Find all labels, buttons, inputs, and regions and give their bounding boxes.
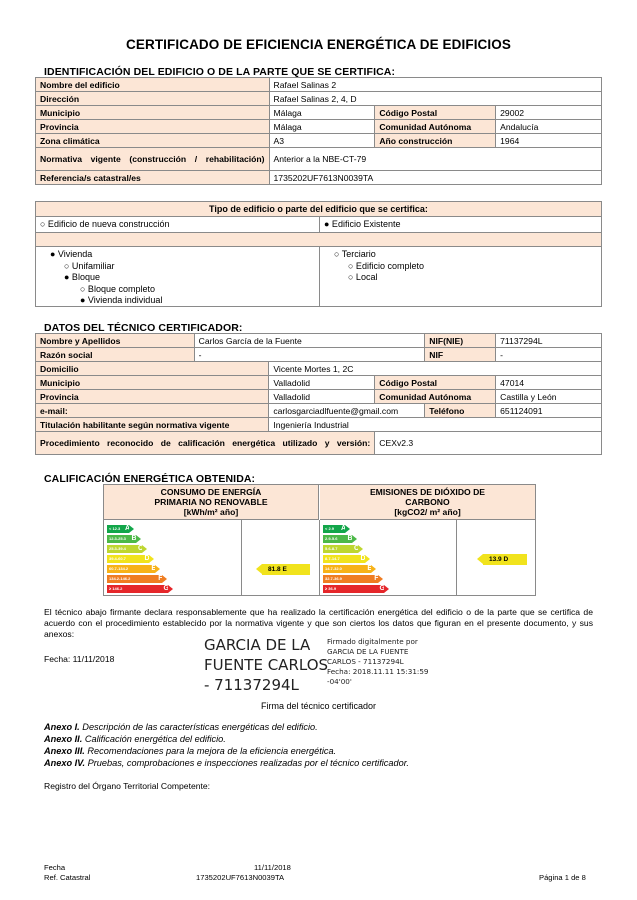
- technician-heading: DATOS DEL TÉCNICO CERTIFICADOR:: [44, 322, 243, 334]
- emissions-letter: E: [367, 565, 372, 572]
- consumption-title-2: PRIMARIA NO RENOVABLE: [154, 497, 268, 507]
- emissions-letter: D: [360, 555, 366, 562]
- emissions-letter: G: [379, 585, 385, 592]
- emissions-scale: [323, 525, 453, 595]
- label: Nombre y Apellidos: [36, 334, 195, 348]
- footer-date-label: Fecha: [44, 863, 66, 872]
- technician-address: Vicente Mortes 1, 2C: [269, 362, 602, 376]
- emissions-bar-tip: [384, 585, 389, 593]
- emissions-bar-tip: [371, 565, 376, 573]
- consumption-range-label: 134.2-146.2: [109, 576, 131, 581]
- label: Provincia: [36, 120, 270, 134]
- annex-list: [44, 721, 409, 769]
- climate-zone: A3: [269, 134, 375, 148]
- vivienda-individual-option: ● Vivienda individual: [80, 295, 163, 305]
- emissions-letter: A: [340, 525, 346, 532]
- consumption-bar-tip: [162, 575, 167, 583]
- label: Dirección: [36, 92, 270, 106]
- label: Municipio: [36, 106, 270, 120]
- unifamiliar-option: ○ Unifamiliar: [64, 260, 115, 271]
- vivienda-option: ● Vivienda: [50, 249, 93, 259]
- company-name: -: [194, 348, 425, 362]
- consumption-bar-tip: [142, 545, 147, 553]
- signature-caption: Firma del técnico certificador: [260, 701, 377, 711]
- label: Normativa vigente (construcción / rehabilitación): [36, 148, 270, 171]
- signature-detail-3: CARLOS - 71137294L: [327, 657, 404, 666]
- signature-date: Fecha: 11/11/2018: [44, 654, 115, 664]
- annex-label: Anexo IV.: [44, 758, 86, 768]
- building-postal-code: 29002: [496, 106, 602, 120]
- consumption-bar-g: [107, 585, 168, 593]
- emissions-unit: [kgCO2/ m² año]: [394, 507, 461, 517]
- label: e-mail:: [36, 404, 269, 418]
- label: NIF(NIE): [425, 334, 496, 348]
- consumption-range-label: 25.3-39.4: [109, 546, 126, 551]
- technician-postal-code: 47014: [496, 376, 602, 390]
- consumption-letter: A: [124, 525, 130, 532]
- emissions-bar-tip: [358, 545, 363, 553]
- emissions-bar-f: [323, 575, 378, 583]
- emissions-letter: C: [353, 545, 359, 552]
- emissions-letter: F: [374, 575, 379, 582]
- footer-ref: 1735202UF7613N0039TA: [196, 873, 285, 882]
- annex-text: Calificación energética del edificio.: [82, 734, 226, 744]
- signature-detail-1: Firmado digitalmente por: [327, 637, 418, 646]
- label: Razón social: [36, 348, 195, 362]
- edificio-completo-option: ○ Edificio completo: [348, 260, 424, 271]
- consumption-unit: [kWh/m² año]: [183, 507, 239, 517]
- energy-rating-box: [103, 484, 536, 596]
- annex-item: [44, 757, 409, 769]
- emissions-range-label: 8.7-14.7: [325, 556, 340, 561]
- label: Teléfono: [425, 404, 496, 418]
- consumption-range-label: 60.7-134.2: [109, 566, 129, 571]
- emissions-bar-tip: [378, 575, 383, 583]
- regulation: Anterior a la NBE-CT-79: [269, 148, 601, 171]
- label: Comunidad Autónoma: [375, 120, 496, 134]
- emissions-bar-c: [323, 545, 358, 553]
- consumption-header: [104, 485, 319, 520]
- consumption-title-1: CONSUMO DE ENERGÍA: [160, 487, 262, 497]
- signature-detail-2: GARCIA DE LA FUENTE: [327, 647, 409, 656]
- technician-email: carlosgarciadlfuente@gmail.com: [269, 404, 425, 418]
- emissions-bar-e: [323, 565, 371, 573]
- building-municipality: Málaga: [269, 106, 375, 120]
- page-number: Página 1 de 8: [539, 873, 586, 882]
- annex-label: Anexo III.: [44, 746, 85, 756]
- consumption-bar-tip: [136, 535, 141, 543]
- consumption-range-label: 39.4-60.7: [109, 556, 126, 561]
- existing-building-option: ● Edificio Existente: [324, 219, 401, 229]
- technician-degree: Ingeniería Industrial: [269, 418, 602, 432]
- label: Comunidad Autónoma: [375, 390, 496, 404]
- label: Referencia/s catastral/es: [36, 171, 270, 185]
- technician-name: Carlos García de la Fuente: [194, 334, 425, 348]
- label: Municipio: [36, 376, 269, 390]
- rating-heading: CALIFICACIÓN ENERGÉTICA OBTENIDA:: [44, 473, 256, 485]
- consumption-bar-tip: [129, 525, 134, 533]
- declaration-text: El técnico abajo firmante declara responsablemente que ha realizado la certificación energética del edificio o de la parte que se certifica de acuerdo con el procedimiento establecido por la normativa vigente y que son ciertos los datos que figuran en el presente documento, y sus anexos:: [44, 607, 593, 639]
- footer-ref-label: Ref. Catastral: [44, 873, 91, 882]
- technician-municipality: Valladolid: [269, 376, 375, 390]
- bloque-completo-option: ○ Bloque completo: [80, 283, 155, 294]
- emissions-title-1: EMISIONES DE DIÓXIDO DE: [369, 487, 486, 497]
- technician-province: Valladolid: [269, 390, 375, 404]
- emissions-bar-tip: [365, 555, 370, 563]
- emissions-range-label: 2.9-5.6: [325, 536, 338, 541]
- page-title: CERTIFICADO DE EFICIENCIA ENERGÉTICA DE EDIFICIOS: [126, 37, 511, 52]
- label: Procedimiento reconocido de calificación energética utilizado y versión:: [36, 432, 375, 455]
- label: Nombre del edificio: [36, 78, 270, 92]
- bloque-option: ● Bloque: [64, 272, 100, 282]
- building-province: Málaga: [269, 120, 375, 134]
- consumption-letter: G: [163, 585, 169, 592]
- consumption-range-label: 12.3-25.3: [109, 536, 126, 541]
- signature-name-1: GARCIA DE LA: [204, 636, 311, 654]
- signature-detail-5: -04'00': [327, 677, 352, 686]
- label: NIF: [425, 348, 496, 362]
- building-region: Andalucía: [496, 120, 602, 134]
- annex-text: Pruebas, comprobaciones e inspecciones realizadas por el técnico certificador.: [85, 758, 409, 768]
- emissions-range-label: ≥ 36.9: [325, 586, 337, 591]
- label: Provincia: [36, 390, 269, 404]
- consumption-bar-tip: [155, 565, 160, 573]
- consumption-scale: [107, 525, 237, 595]
- consumption-bar-f: [107, 575, 162, 583]
- signature-detail-4: Fecha: 2018.11.11 15:31:59: [327, 667, 429, 676]
- consumption-bar-c: [107, 545, 142, 553]
- signature-name-2: FUENTE CARLOS: [204, 656, 329, 674]
- consumption-bar-tip: [149, 555, 154, 563]
- building-identification-table: [35, 77, 602, 185]
- consumption-letter: F: [158, 575, 163, 582]
- consumption-bar-a: [107, 525, 129, 533]
- annex-label: Anexo I.: [44, 722, 80, 732]
- construction-year: 1964: [496, 134, 602, 148]
- annex-item: [44, 745, 409, 757]
- emissions-bar-d: [323, 555, 365, 563]
- emissions-bar-a: [323, 525, 345, 533]
- consumption-indicator: 81.8 E: [262, 564, 310, 575]
- emissions-indicator: 13.9 D: [483, 554, 527, 565]
- emissions-bar-tip: [352, 535, 357, 543]
- emissions-range-label: 32.7-36.9: [325, 576, 342, 581]
- technician-table: [35, 333, 602, 455]
- consumption-letter: C: [137, 545, 143, 552]
- technician-region: Castilla y León: [496, 390, 602, 404]
- emissions-header: [320, 485, 535, 520]
- technician-phone: 651124091: [496, 404, 602, 418]
- consumption-bar-tip: [168, 585, 173, 593]
- annex-label: Anexo II.: [44, 734, 83, 744]
- consumption-range-label: ≥ 146.2: [109, 586, 123, 591]
- label: Código Postal: [375, 106, 496, 120]
- new-construction-option: ○ Edificio de nueva construcción: [40, 219, 170, 229]
- consumption-letter: B: [131, 535, 137, 542]
- emissions-bar-tip: [345, 525, 350, 533]
- building-address: Rafael Salinas 2, 4, D: [269, 92, 601, 106]
- annex-text: Recomendaciones para la mejora de la eficiencia energética.: [84, 746, 337, 756]
- building-type-box: [35, 201, 602, 307]
- company-nif: -: [496, 348, 602, 362]
- procedure-version: CEXv2.3: [375, 432, 602, 455]
- cadastral-reference: 1735202UF7613N0039TA: [269, 171, 601, 185]
- annex-item: [44, 733, 409, 745]
- consumption-bar-b: [107, 535, 136, 543]
- footer-date: 11/11/2018: [254, 863, 291, 872]
- registry-label: Registro del Órgano Territorial Competente:: [44, 781, 211, 791]
- building-name: Rafael Salinas 2: [269, 78, 601, 92]
- label: Titulación habilitante según normativa vigente: [36, 418, 269, 432]
- consumption-bar-d: [107, 555, 149, 563]
- emissions-bar-b: [323, 535, 352, 543]
- annex-item: [44, 721, 409, 733]
- emissions-range-label: < 2.9: [325, 526, 335, 531]
- label: Zona climática: [36, 134, 270, 148]
- building-type-heading: Tipo de edificio o parte del edificio que se certifica:: [36, 202, 601, 217]
- emissions-range-label: 14.7-32.0: [325, 566, 342, 571]
- technician-nif: 71137294L: [496, 334, 602, 348]
- identification-heading: IDENTIFICACIÓN DEL EDIFICIO O DE LA PARTE QUE SE CERTIFICA:: [44, 66, 396, 78]
- consumption-letter: E: [151, 565, 156, 572]
- annex-text: Descripción de las características energéticas del edificio.: [79, 722, 318, 732]
- terciario-option: ○ Terciario: [334, 249, 376, 259]
- signature-name-3: - 71137294L: [204, 676, 299, 694]
- local-option: ○ Local: [348, 272, 378, 282]
- label: Año construcción: [375, 134, 496, 148]
- consumption-bar-e: [107, 565, 155, 573]
- consumption-range-label: < 12.3: [109, 526, 121, 531]
- label: Domicilio: [36, 362, 269, 376]
- consumption-letter: D: [144, 555, 150, 562]
- emissions-title-2: CARBONO: [405, 497, 450, 507]
- emissions-letter: B: [347, 535, 353, 542]
- emissions-range-label: 5.6-8.7: [325, 546, 338, 551]
- label: Código Postal: [375, 376, 496, 390]
- emissions-bar-g: [323, 585, 384, 593]
